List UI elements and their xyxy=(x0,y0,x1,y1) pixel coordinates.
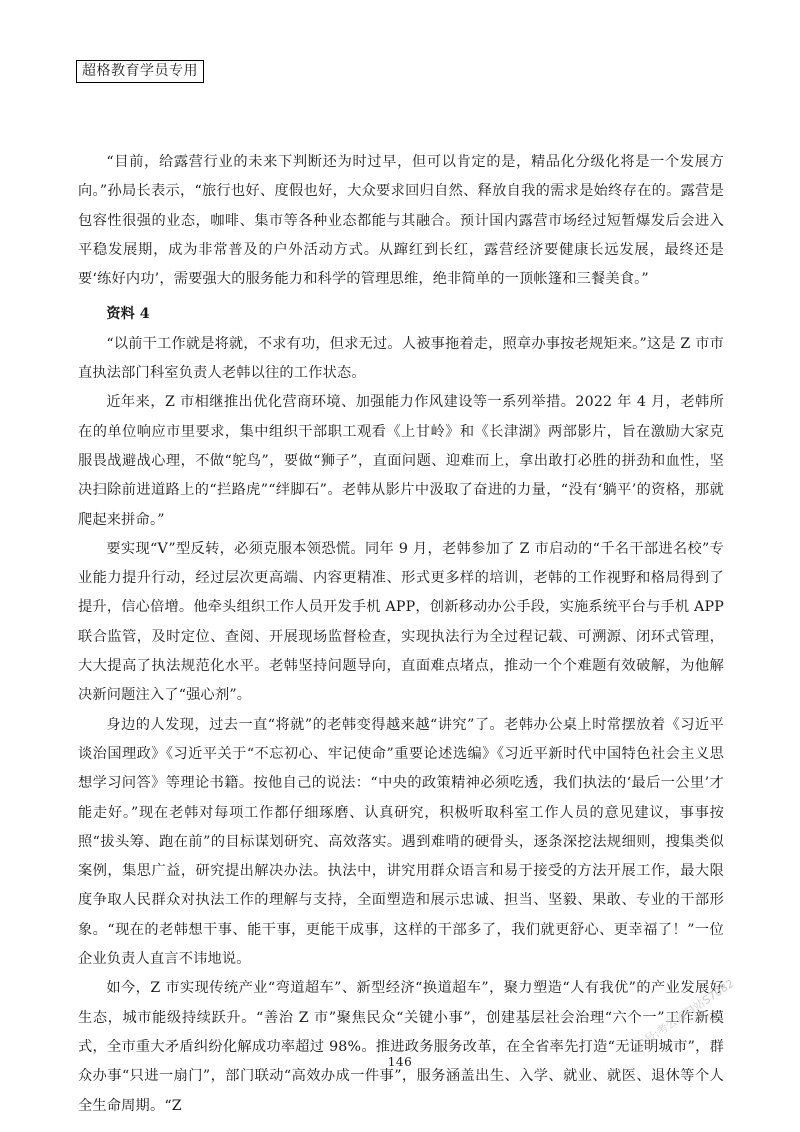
paragraph-v-reversal: 要实现“V”型反转，必须克服本领恐慌。同年 9 月，老韩参加了 Z 市启动的“千名干部进名校”专业能力提升行动，经过层次更高端、内容更精准、形式更多样的培训，老韩的工作视野和格局得到了提升，信心倍增。他牵头组织工作人员开发手机 APP，创新移动办公手段，实施系统平台与手机 APP 联合监管，及时定位、查阅、开展现场监督检查，实现执法行为全过程记载、可溯源、闭环式管理，大大提高了执法规范化水平。老韩坚持问题导向，直面难点堵点，推动一个个难题有效破解，为他解决新问题注入了“强心剂”。 xyxy=(78,540,724,704)
section-heading-material-4: 资料 4 xyxy=(106,306,150,323)
paragraph-camping-quote: “目前，给露营行业的未来下判断还为时过早，但可以肯定的是，精品化分级化将是一个发展方向。”孙局长表示，“旅行也好、度假也好，大众要求回归自然、释放自我的需求是始终存在的。露营是包容性很强的业态，咖啡、集市等各种业态都能与其融合。预计国内露营市场经过短暂爆发后会进入平稳发展期，成为非常普及的户外活动方式。从蹿红到长红，露营经济要健康长远发展，最终还是要‘练好内功’，需要强大的服务能力和科学的管理思维，绝非简单的一顶帐篷和三餐美食。” xyxy=(78,154,724,288)
page-number: 146 xyxy=(387,1055,413,1069)
paragraph-lao-han-intro: “以前干工作就是将就，不求有功，但求无过。人被事拖着走，照章办事按老规矩来。”这是 Z 市市直执法部门科室负责人老韩以往的工作状态。 xyxy=(78,335,724,382)
paragraph-nowadays: 如今，Z 市实现传统产业“弯道超车”、新型经济“换道超车”，聚力塑造“人有我优”的产业发展好生态，城市能级持续跃升。“善治 Z 市”聚焦民众“关键小事”，创建基层社会治理“六个一”工作新模式，全市重大矛盾纠纷化解成功率超过 98%。推进政务服务改革，在全省率先打造“无证明城市”，群众办事“只进一扇门”，部门联动“高效办成一件事”，服务涵盖出生、入学、就业、就医、退休等个人全生命周期。“Z xyxy=(78,980,724,1114)
paragraph-recent-years: 近年来，Z 市相继推出优化营商环境、加强能力作风建设等一系列举措。2022 年 4 月，老韩所在的单位响应市里要求，集中组织干部职工观看《上甘岭》和《长津湖》两部影片，旨在激励大家克服畏战避战心理，不做“鸵鸟”，要做“狮子”，直面问题、迎难而上，拿出敢打必胜的拼劲和血性，坚决扫除前进道路上的“拦路虎”“绊脚石”。老韩从影片中汲取了奋进的力量，“没有‘躺平’的资格，那就爬起来拼命。” xyxy=(78,394,724,528)
watermark-text: 公号:考公资料站S7082 xyxy=(633,976,737,1053)
document-body xyxy=(78,148,724,1121)
header-label: 超格教育学员专用 xyxy=(76,60,204,83)
paragraph-jiangjiu: 身边的人发现，过去一直“将就”的老韩变得越来越“讲究”了。老韩办公桌上时常摆放着《习近平谈治国理政》《习近平关于“不忘初心、牢记使命”重要论述选编》《习近平新时代中国特色社会主义思想学习问答》等理论书籍。按他自己的说法：“中央的政策精神必须吃透，我们执法的‘最后一公里’才能走好。”现在老韩对每项工作都仔细琢磨、认真研究，积极听取科室工作人员的意见建议，事事按照“拔头筹、跑在前”的目标谋划研究、高效落实。遇到难啃的硬骨头，逐条深挖法规细则，搜集类似案例，集思广益，研究提出解决办法。执法中，讲究用群众语言和易于接受的方法开展工作，最大限度争取人民群众对执法工作的理解与支持，全面塑造和展示忠诚、担当、坚毅、果敢、专业的干部形象。“现在的老韩想干事、能干事，更能干成事，这样的干部多了，我们就更舒心、更幸福了！”一位企业负责人直言不讳地说。 xyxy=(78,716,724,968)
